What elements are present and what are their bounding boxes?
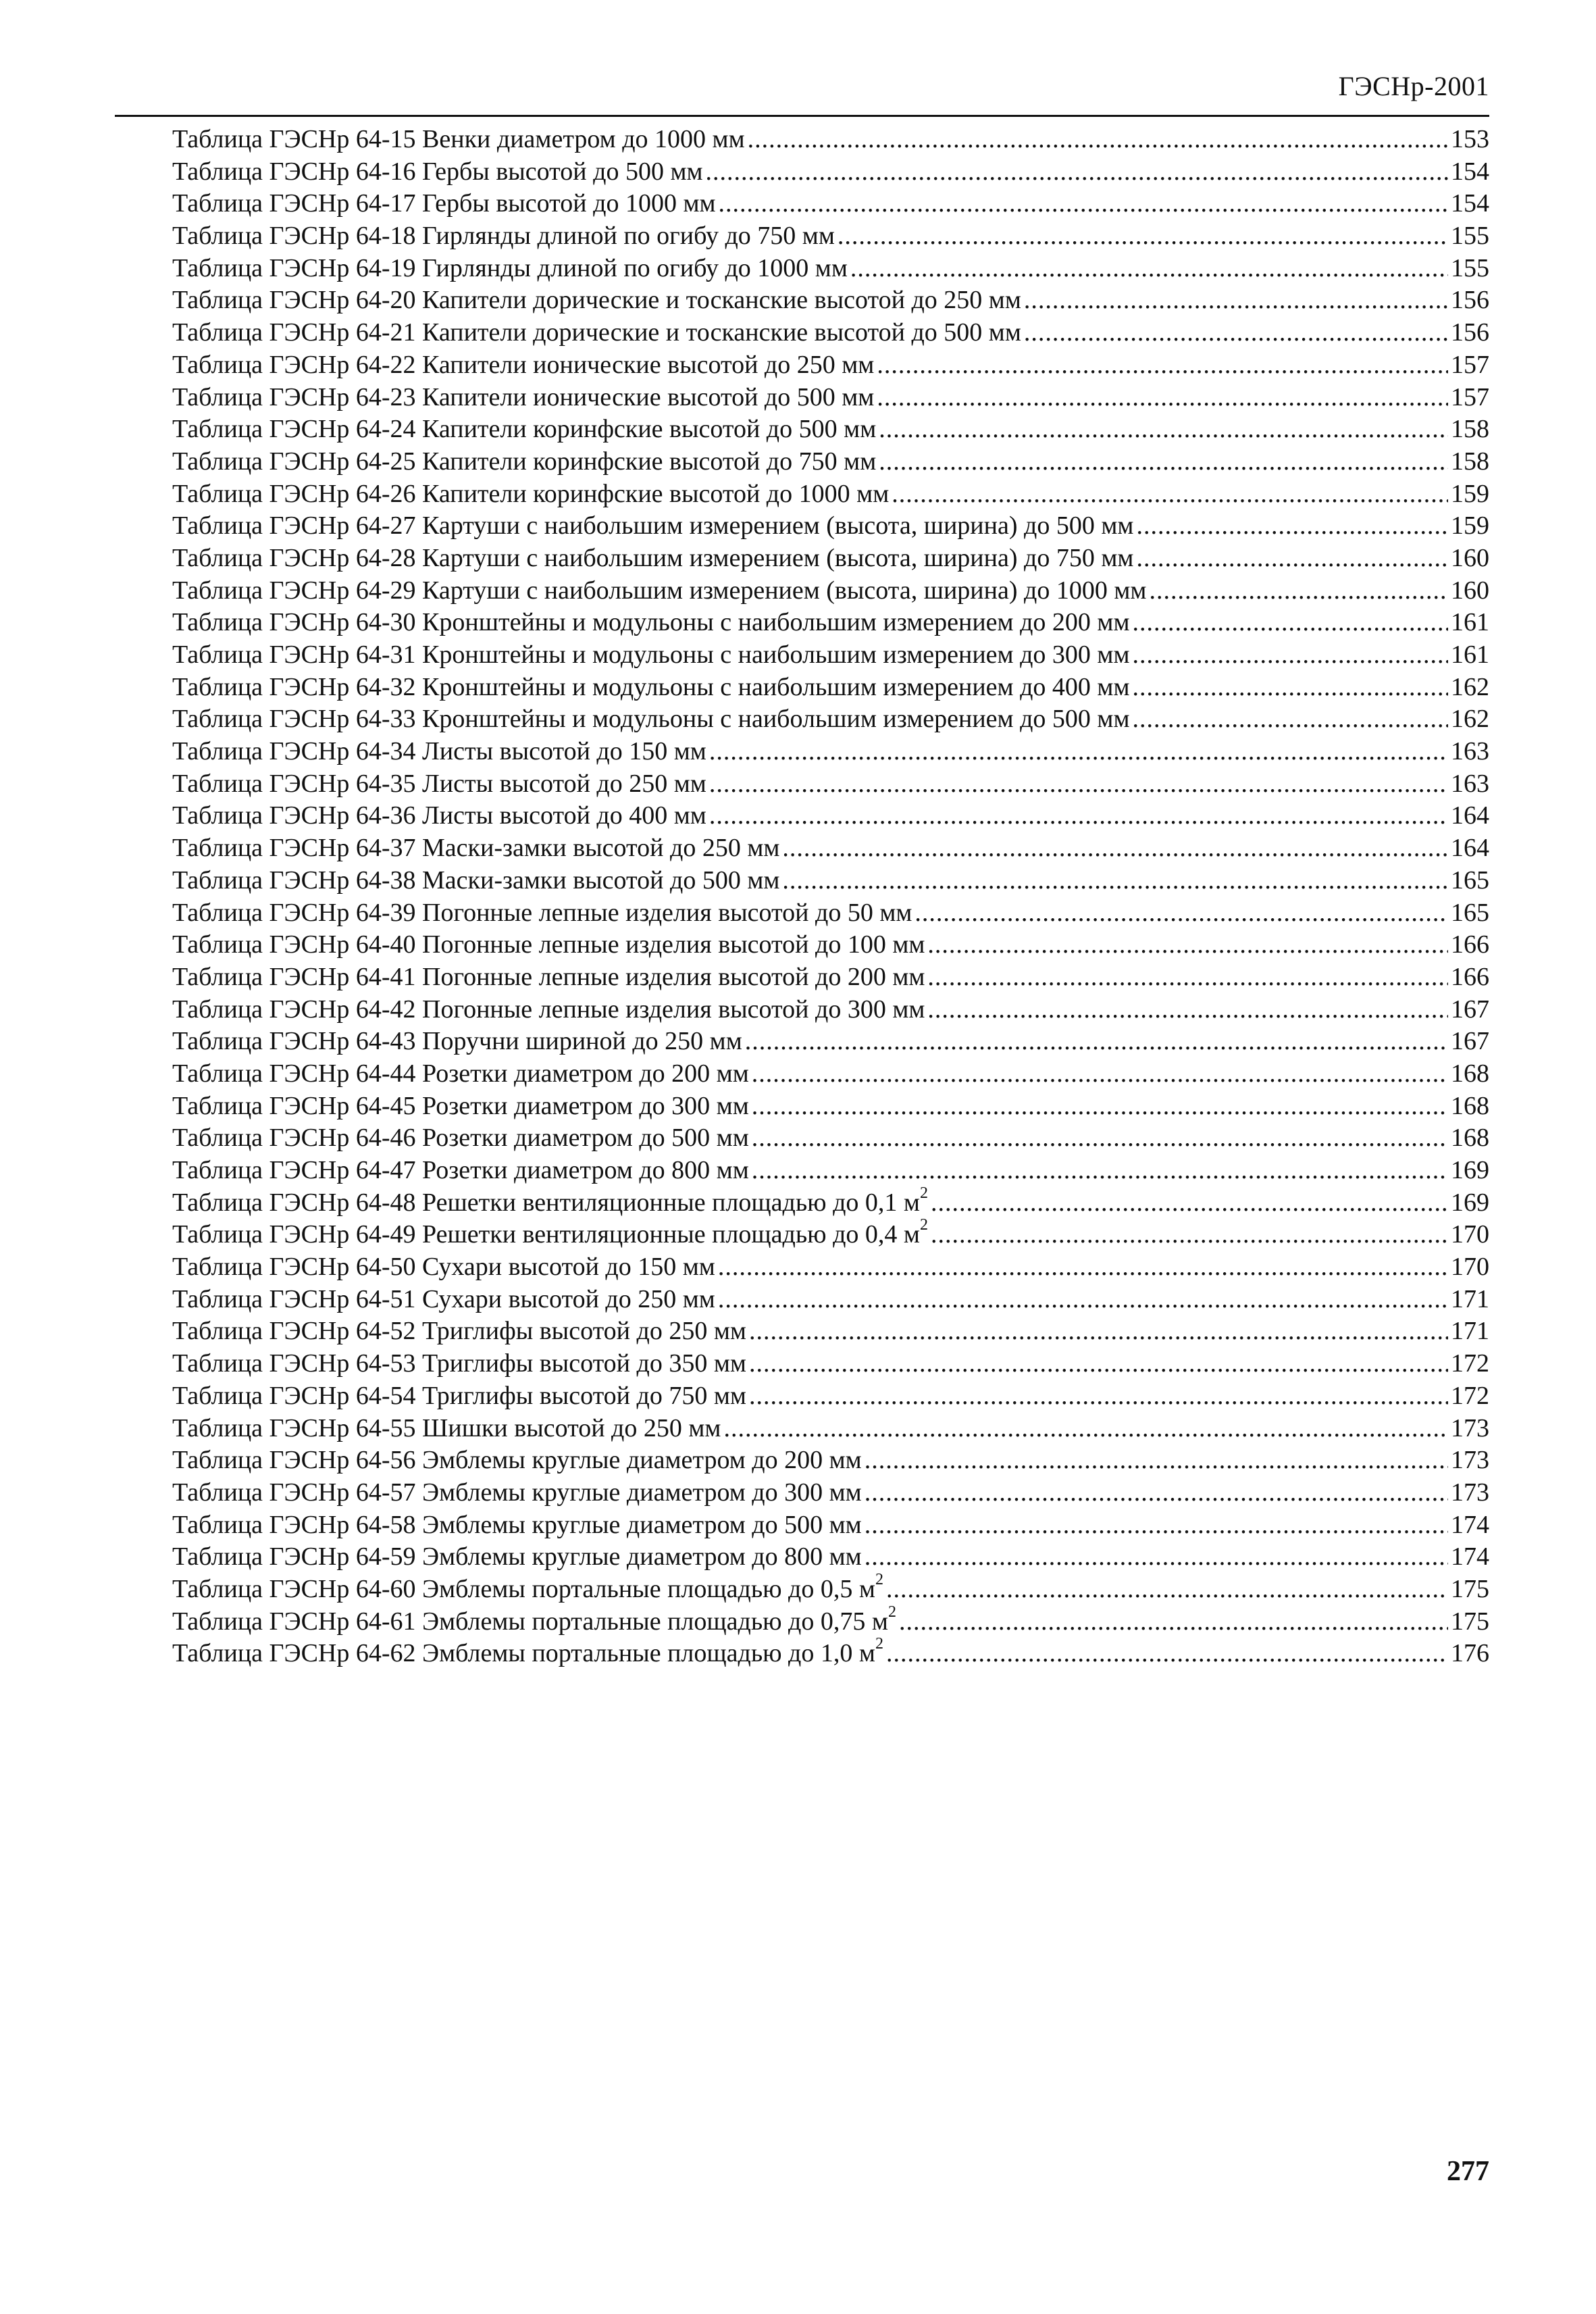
toc-entry [172, 446, 1489, 478]
toc-entry-superscript: 2 [887, 1603, 896, 1621]
toc-entry-title: Таблица ГЭСНр 64-33 Кронштейны и модульоны с наибольшим измерением до 500 мм [172, 705, 1130, 734]
toc-entry-label [172, 961, 925, 994]
toc-dot-leader [1136, 543, 1448, 575]
toc-entry-title: Таблица ГЭСНр 64-17 Гербы высотой до 1000 мм [172, 189, 716, 218]
toc-entry-title: Таблица ГЭСНр 64-40 Погонные лепные изделия высотой до 100 мм [172, 930, 925, 959]
toc-entry-title: Таблица ГЭСНр 64-16 Гербы высотой до 500 мм [172, 157, 703, 186]
toc-entry [172, 575, 1489, 607]
toc-entry-page: 162 [1451, 705, 1489, 734]
toc-entry-title: Таблица ГЭСНр 64-35 Листы высотой до 250 мм [172, 769, 706, 798]
toc-entry-page: 176 [1451, 1639, 1489, 1668]
toc-entry-page: 174 [1451, 1542, 1489, 1571]
toc-dot-leader [709, 768, 1448, 801]
toc-entry-page: 170 [1451, 1220, 1489, 1249]
toc-dot-leader [886, 1574, 1448, 1606]
toc-entry [172, 1122, 1489, 1155]
page-number: 277 [1447, 2156, 1489, 2187]
toc-entry-title: Таблица ГЭСНр 64-61 Эмблемы портальные площадью до 0,75 м [172, 1607, 888, 1636]
toc-entry-title: Таблица ГЭСНр 64-53 Триглифы высотой до 350 мм [172, 1349, 746, 1378]
toc-entry-title: Таблица ГЭСНр 64-42 Погонные лепные изделия высотой до 300 мм [172, 995, 925, 1024]
toc-entry-label [172, 1603, 896, 1638]
toc-entry-page: 168 [1451, 1059, 1489, 1088]
toc-entry-page: 167 [1451, 1027, 1489, 1056]
toc-entry-page: 171 [1451, 1317, 1489, 1346]
toc-dot-leader [752, 1090, 1448, 1123]
toc-entry [172, 1570, 1489, 1606]
toc-entry [172, 1509, 1489, 1542]
toc-entry-page: 162 [1451, 672, 1489, 701]
toc-entry-title: Таблица ГЭСНр 64-44 Розетки диаметром до 200 мм [172, 1059, 749, 1088]
toc-dot-leader [927, 929, 1448, 961]
toc-dot-leader [1133, 607, 1448, 639]
toc-dot-leader [879, 413, 1448, 446]
toc-entry-page: 158 [1451, 415, 1489, 444]
toc-entry [172, 284, 1489, 317]
toc-entry-page: 163 [1451, 769, 1489, 798]
toc-entry-page: 165 [1451, 865, 1489, 895]
toc-entry-title: Таблица ГЭСНр 64-15 Венки диаметром до 1000 мм [172, 125, 745, 153]
toc-entry [172, 349, 1489, 382]
toc-entry-title: Таблица ГЭСНр 64-21 Капители дорические и тосканские высотой до 500 мм [172, 318, 1021, 347]
toc-entry-page: 167 [1451, 995, 1489, 1024]
toc-entry-label [172, 510, 1133, 543]
toc-entry [172, 1603, 1489, 1638]
toc-entry-page: 169 [1451, 1156, 1489, 1184]
toc-entry-page: 157 [1451, 382, 1489, 411]
toc-entry [172, 1444, 1489, 1477]
toc-dot-leader [748, 124, 1448, 156]
toc-entry-label [172, 1216, 928, 1251]
toc-entry-title: Таблица ГЭСНр 64-58 Эмблемы круглые диаметром до 500 мм [172, 1510, 862, 1539]
toc-entry-title: Таблица ГЭСНр 64-56 Эмблемы круглые диаметром до 200 мм [172, 1446, 862, 1475]
toc-dot-leader [1133, 672, 1448, 704]
toc-entry-label [172, 768, 706, 801]
toc-dot-leader [782, 865, 1448, 897]
toc-dot-leader [865, 1541, 1448, 1574]
toc-entry-label [172, 1284, 715, 1316]
toc-entry-title: Таблица ГЭСНр 64-26 Капители коринфские высотой до 1000 мм [172, 479, 890, 508]
toc-dot-leader [865, 1444, 1448, 1477]
toc-entry-title: Таблица ГЭСНр 64-39 Погонные лепные изделия высотой до 50 мм [172, 898, 912, 927]
toc-entry-label [172, 253, 848, 285]
toc-entry-label [172, 897, 912, 930]
toc-entry-page: 156 [1451, 286, 1489, 315]
toc-entry-label [172, 1348, 746, 1380]
toc-dot-leader [892, 478, 1448, 511]
toc-entry-title: Таблица ГЭСНр 64-59 Эмблемы круглые диаметром до 800 мм [172, 1542, 862, 1571]
toc-entry-page: 173 [1451, 1413, 1489, 1442]
toc-entry-page: 164 [1451, 801, 1489, 830]
toc-entry [172, 1635, 1489, 1670]
toc-entry-label [172, 349, 874, 382]
toc-entry [172, 1251, 1489, 1284]
toc-dot-leader [886, 1638, 1448, 1670]
toc-dot-leader [927, 961, 1448, 994]
toc-entry-title: Таблица ГЭСНр 64-19 Гирлянды длиной по огибу до 1000 мм [172, 253, 848, 282]
toc-dot-leader [879, 446, 1448, 478]
toc-entry-label [172, 1315, 746, 1348]
toc-entry [172, 1348, 1489, 1380]
toc-entry-title: Таблица ГЭСНр 64-47 Розетки диаметром до 800 мм [172, 1156, 749, 1184]
toc-entry-page: 173 [1451, 1446, 1489, 1475]
toc-entry [172, 832, 1489, 865]
toc-entry [172, 1155, 1489, 1187]
toc-entry-label [172, 1184, 928, 1219]
toc-entry [172, 800, 1489, 832]
toc-entry-label [172, 1413, 721, 1445]
toc-entry [172, 478, 1489, 511]
toc-entry-title: Таблица ГЭСНр 64-62 Эмблемы портальные площадью до 1,0 м [172, 1639, 875, 1668]
toc-entry-label [172, 832, 779, 865]
toc-dot-leader [709, 736, 1448, 768]
toc-dot-leader [719, 188, 1448, 220]
toc-entry [172, 1058, 1489, 1090]
toc-entry-page: 160 [1451, 576, 1489, 605]
toc-entry-label [172, 124, 745, 156]
toc-entry-label [172, 413, 876, 446]
toc-entry-superscript: 2 [919, 1184, 928, 1202]
toc-entry-title: Таблица ГЭСНр 64-34 Листы высотой до 150 мм [172, 737, 706, 766]
toc-entry-title: Таблица ГЭСНр 64-18 Гирлянды длиной по огибу до 750 мм [172, 222, 835, 251]
toc-dot-leader [1133, 639, 1448, 672]
toc-entry-title: Таблица ГЭСНр 64-20 Капители дорические и тосканские высотой до 250 мм [172, 286, 1021, 315]
toc-dot-leader [752, 1058, 1448, 1090]
toc-entry [172, 672, 1489, 704]
toc-entry-title: Таблица ГЭСНр 64-24 Капители коринфские высотой до 500 мм [172, 415, 877, 444]
toc-entry [172, 188, 1489, 220]
toc-entry-title: Таблица ГЭСНр 64-25 Капители коринфские высотой до 750 мм [172, 447, 877, 476]
toc-entry-title: Таблица ГЭСНр 64-31 Кронштейны и модульоны с наибольшим измерением до 300 мм [172, 640, 1130, 669]
toc-entry-page: 154 [1451, 157, 1489, 186]
toc-entry-title: Таблица ГЭСНр 64-46 Розетки диаметром до 500 мм [172, 1124, 749, 1153]
toc-entry [172, 124, 1489, 156]
toc-entry [172, 994, 1489, 1026]
toc-entry-page: 164 [1451, 834, 1489, 863]
toc-entry-label [172, 929, 925, 961]
toc-dot-leader [1149, 575, 1448, 607]
toc-entry-page: 165 [1451, 898, 1489, 927]
toc-entry-label [172, 736, 706, 768]
toc-entry-label [172, 156, 703, 188]
toc-entry [172, 1216, 1489, 1251]
toc-entry [172, 607, 1489, 639]
toc-entry-label [172, 1541, 862, 1574]
toc-entry [172, 865, 1489, 897]
toc-dot-leader [931, 1187, 1448, 1219]
toc-entry-title: Таблица ГЭСНр 64-22 Капители ионические высотой до 250 мм [172, 350, 875, 379]
toc-entry-label [172, 1122, 749, 1155]
toc-entry-title: Таблица ГЭСНр 64-32 Кронштейны и модульоны с наибольшим измерением до 400 мм [172, 672, 1130, 701]
toc-dot-leader [782, 832, 1448, 865]
toc-entry [172, 220, 1489, 253]
toc-entry [172, 1477, 1489, 1509]
toc-entry [172, 1315, 1489, 1348]
toc-entry-label [172, 1477, 862, 1509]
toc-entry [172, 1026, 1489, 1058]
toc-entry-title: Таблица ГЭСНр 64-50 Сухари высотой до 150 мм [172, 1253, 715, 1282]
toc-dot-leader [718, 1251, 1448, 1284]
toc-entry-title: Таблица ГЭСНр 64-41 Погонные лепные изделия высотой до 200 мм [172, 962, 925, 991]
toc-dot-leader [865, 1477, 1448, 1509]
toc-entry-label [172, 1635, 883, 1670]
toc-dot-leader [749, 1348, 1448, 1380]
toc-entry-label [172, 382, 874, 414]
toc-entry-superscript: 2 [875, 1635, 883, 1653]
toc-entry [172, 736, 1489, 768]
toc-dot-leader [931, 1219, 1448, 1251]
toc-entry-page: 163 [1451, 737, 1489, 766]
toc-entry-page: 161 [1451, 640, 1489, 669]
toc-entry [172, 1541, 1489, 1574]
toc-entry-title: Таблица ГЭСНр 64-48 Решетки вентиляционные площадью до 0,1 м [172, 1188, 920, 1217]
toc-entry-page: 158 [1451, 447, 1489, 476]
toc-entry-title: Таблица ГЭСНр 64-23 Капители ионические высотой до 500 мм [172, 382, 875, 411]
toc-entry-page: 156 [1451, 318, 1489, 347]
toc-dot-leader [752, 1155, 1448, 1187]
toc-entry-label [172, 800, 706, 832]
toc-entry-page: 172 [1451, 1381, 1489, 1410]
toc-dot-leader [838, 220, 1448, 253]
toc-dot-leader [1136, 510, 1448, 543]
toc-entry [172, 897, 1489, 930]
toc-entry-label [172, 1570, 883, 1606]
toc-entry-label [172, 220, 835, 253]
toc-entry [172, 639, 1489, 672]
toc-dot-leader [749, 1315, 1448, 1348]
running-header [115, 68, 1489, 117]
toc-entry-superscript: 2 [875, 1570, 883, 1588]
toc-entry [172, 703, 1489, 736]
toc-entry-label [172, 703, 1130, 736]
toc-entry-page: 172 [1451, 1349, 1489, 1378]
toc-dot-leader [899, 1606, 1448, 1638]
toc-entry-page: 174 [1451, 1510, 1489, 1539]
toc-dot-leader [752, 1122, 1448, 1155]
table-of-contents [172, 124, 1489, 1670]
toc-entry-label [172, 1380, 746, 1413]
toc-dot-leader [706, 156, 1448, 188]
toc-dot-leader [1024, 317, 1448, 349]
toc-entry-title: Таблица ГЭСНр 64-43 Поручни шириной до 250 мм [172, 1027, 742, 1056]
toc-entry-page: 170 [1451, 1253, 1489, 1282]
toc-dot-leader [877, 382, 1448, 414]
toc-entry-page: 161 [1451, 608, 1489, 637]
toc-entry [172, 156, 1489, 188]
toc-entry [172, 1090, 1489, 1123]
toc-entry-title: Таблица ГЭСНр 64-57 Эмблемы круглые диаметром до 300 мм [172, 1478, 862, 1507]
toc-entry [172, 543, 1489, 575]
toc-dot-leader [865, 1509, 1448, 1542]
toc-entry-page: 155 [1451, 253, 1489, 282]
toc-dot-leader [745, 1026, 1448, 1058]
toc-entry [172, 961, 1489, 994]
toc-dot-leader [718, 1284, 1448, 1316]
toc-entry-page: 175 [1451, 1574, 1489, 1603]
toc-entry-page: 169 [1451, 1188, 1489, 1217]
toc-entry-label [172, 1444, 862, 1477]
toc-entry-superscript: 2 [919, 1216, 928, 1234]
toc-entry-title: Таблица ГЭСНр 64-27 Картуши с наибольшим измерением (высота, ширина) до 500 мм [172, 511, 1134, 540]
toc-entry [172, 768, 1489, 801]
toc-entry-title: Таблица ГЭСНр 64-54 Триглифы высотой до 750 мм [172, 1381, 746, 1410]
toc-entry-page: 153 [1451, 125, 1489, 153]
toc-entry [172, 317, 1489, 349]
toc-entry-label [172, 575, 1146, 607]
toc-dot-leader [877, 349, 1448, 382]
toc-entry [172, 929, 1489, 961]
toc-entry-label [172, 1058, 749, 1090]
toc-entry-label [172, 478, 889, 511]
toc-entry-label [172, 446, 876, 478]
toc-entry-label [172, 994, 925, 1026]
toc-entry-title: Таблица ГЭСНр 64-55 Шишки высотой до 250 мм [172, 1413, 721, 1442]
toc-entry-label [172, 607, 1130, 639]
toc-entry-page: 173 [1451, 1478, 1489, 1507]
toc-entry-label [172, 317, 1021, 349]
toc-entry [172, 1184, 1489, 1219]
toc-entry-page: 166 [1451, 962, 1489, 991]
toc-entry-title: Таблица ГЭСНр 64-60 Эмблемы портальные площадью до 0,5 м [172, 1574, 875, 1603]
toc-dot-leader [850, 253, 1448, 285]
toc-entry-title: Таблица ГЭСНр 64-51 Сухари высотой до 250 мм [172, 1284, 715, 1313]
toc-entry-label [172, 1026, 742, 1058]
toc-entry-title: Таблица ГЭСНр 64-45 Розетки диаметром до 300 мм [172, 1091, 749, 1120]
toc-dot-leader [709, 800, 1448, 832]
toc-entry-title: Таблица ГЭСНр 64-29 Картуши с наибольшим измерением (высота, ширина) до 1000 мм [172, 576, 1147, 605]
toc-entry-title: Таблица ГЭСНр 64-49 Решетки вентиляционные площадью до 0,4 м [172, 1220, 920, 1249]
toc-entry-label [172, 1090, 749, 1123]
toc-entry-title: Таблица ГЭСНр 64-37 Маски-замки высотой до 250 мм [172, 834, 780, 863]
toc-entry-page: 168 [1451, 1091, 1489, 1120]
toc-entry [172, 510, 1489, 543]
toc-entry-label [172, 188, 716, 220]
running-header-title: ГЭСНр-2001 [1338, 71, 1489, 101]
toc-entry-label [172, 865, 779, 897]
toc-entry-title: Таблица ГЭСНр 64-38 Маски-замки высотой до 500 мм [172, 865, 780, 895]
toc-entry-label [172, 639, 1130, 672]
toc-entry-page: 155 [1451, 222, 1489, 251]
toc-entry-page: 175 [1451, 1607, 1489, 1636]
toc-dot-leader [723, 1413, 1448, 1445]
toc-entry-label [172, 672, 1130, 704]
toc-entry-page: 168 [1451, 1124, 1489, 1153]
toc-entry-label [172, 1509, 862, 1542]
toc-entry-page: 157 [1451, 350, 1489, 379]
toc-dot-leader [927, 994, 1448, 1026]
toc-entry-page: 154 [1451, 189, 1489, 218]
toc-entry [172, 382, 1489, 414]
toc-entry-page: 171 [1451, 1284, 1489, 1313]
toc-dot-leader [915, 897, 1448, 930]
toc-entry [172, 1413, 1489, 1445]
toc-entry-label [172, 284, 1021, 317]
toc-dot-leader [1024, 284, 1448, 317]
toc-entry [172, 1284, 1489, 1316]
toc-entry-page: 159 [1451, 511, 1489, 540]
toc-entry-page: 166 [1451, 930, 1489, 959]
toc-dot-leader [1133, 703, 1448, 736]
toc-dot-leader [749, 1380, 1448, 1413]
toc-entry-title: Таблица ГЭСНр 64-30 Кронштейны и модульоны с наибольшим измерением до 200 мм [172, 608, 1130, 637]
toc-entry-label [172, 1251, 715, 1284]
toc-entry-title: Таблица ГЭСНр 64-52 Триглифы высотой до 250 мм [172, 1317, 746, 1346]
toc-entry [172, 413, 1489, 446]
toc-entry-title: Таблица ГЭСНр 64-28 Картуши с наибольшим измерением (высота, ширина) до 750 мм [172, 543, 1134, 572]
toc-entry-page: 160 [1451, 543, 1489, 572]
toc-entry [172, 253, 1489, 285]
toc-entry [172, 1380, 1489, 1413]
toc-entry-label [172, 543, 1133, 575]
toc-entry-page: 159 [1451, 479, 1489, 508]
toc-entry-label [172, 1155, 749, 1187]
toc-entry-title: Таблица ГЭСНр 64-36 Листы высотой до 400 мм [172, 801, 706, 830]
